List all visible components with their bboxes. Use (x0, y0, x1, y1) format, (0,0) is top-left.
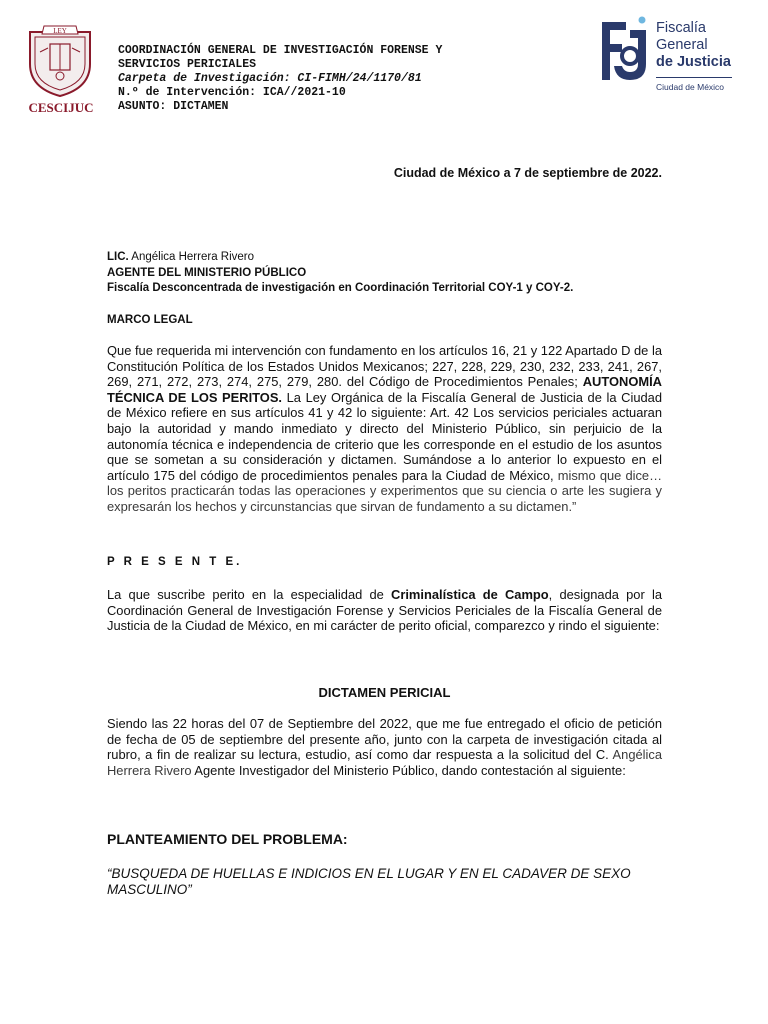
fgj-logo-text (656, 20, 756, 92)
presente-heading: P R E S E N T E. (107, 556, 243, 568)
logo-line-4: Ciudad de México (656, 82, 725, 92)
header-line-1: COORDINACIÓN GENERAL DE INVESTIGACIÓN FORENSE Y (118, 44, 443, 57)
marco-legal-heading: MARCO LEGAL (107, 314, 193, 326)
header-subject: ASUNTO: DICTAMEN (118, 100, 229, 113)
header-case-number: Carpeta de Investigación: CI-FIMH/24/1170/81 (118, 72, 422, 85)
document-header (118, 44, 518, 114)
problema-heading: PLANTEAMIENTO DEL PROBLEMA: (107, 831, 348, 847)
marco-legal-bold: AUTONOMÍA TÉCNICA DE LOS PERITOS. (107, 374, 662, 405)
marco-legal-text-a: Que fue requerida mi intervención con fundamento en los artículos 16, 21 y 122 Apartado D de la Constitución Política de los Estados Unidos Mexicanos; 227, 228, 229, 230, 232, 233, 241, 267, 269, 271, 272, 273, 274, 275, 279, 280. del Código de Procedimientos Penales; (107, 343, 662, 390)
header-intervention-number: N.º de Intervención: ICA//2021-10 (118, 86, 346, 99)
addressee-block (107, 250, 667, 297)
addressee-office: Fiscalía Desconcentrada de investigación en Coordinación Territorial COY-1 y COY-2. (107, 282, 574, 294)
dictamen-text-a: Siendo las 22 horas del 07 de Septiembre del 2022, que me fue entregado el oficio de petición de fecha de 05 de septiembre del presente año, junto con la carpeta de investigación citada al rubro, a fin de realizar su lectura, estudio, así como dar respuesta a la solicitud del C. (107, 716, 662, 763)
dictamen-name: Angélica Herrera Rivero (107, 747, 662, 778)
addressee-name: Angélica Herrera Rivero (131, 251, 255, 263)
document-date: Ciudad de México a 7 de septiembre de 2022. (393, 166, 662, 180)
marco-legal-text-c: mismo que dice…los peritos practicarán todas las operaciones y experimentos que su ciencia o arte les sugiera y expresarán los hechos y circunstancias que sirvan de fundamento a su dictamen.” (107, 467, 662, 514)
intro-text-a: La que suscribe perito en la especialidad de (107, 587, 384, 602)
seal-ley-text: LEY (53, 27, 67, 35)
marco-legal-paragraph (107, 343, 662, 515)
addressee-role: AGENTE DEL MINISTERIO PÚBLICO (107, 266, 307, 279)
dictamen-title: DICTAMEN PERICIAL (318, 685, 451, 700)
cescijuc-seal-icon (24, 22, 96, 98)
intro-specialty: Criminalística de Campo (391, 587, 549, 602)
logo-line-3: de Justicia (656, 54, 731, 70)
dictamen-text-b: Agente Investigador del Ministerio Público, dando contestación al siguiente: (194, 762, 626, 778)
seal-caption: CESCIJUC (28, 100, 94, 115)
dictamen-paragraph (107, 716, 662, 778)
logo-line-1: Fiscalía (656, 20, 706, 36)
logo-divider (656, 77, 732, 78)
fgj-logo-icon (596, 14, 652, 90)
header-line-2: SERVICIOS PERICIALES (118, 58, 257, 71)
marco-legal-text-b: La Ley Orgánica de la Fiscalía General de Justicia de la Ciudad de México refiere en sus artículos 41 y 42 lo siguiente: Art. 42 Los servicios periciales actuaran bajo la autoridad y mando inmediato y directo del Ministerio Público, sin perjuicio de la autonomía técnica e independencia de criterio que les corresponde en el estudio de los asuntos que se sometan a su consideración y dictamen. Sumándose a lo anterior lo expuesto en el artículo 175 del código de procedimientos penales para la Ciudad de México, (107, 389, 662, 483)
intro-paragraph (107, 587, 662, 634)
intro-text-b: , designada por la Coordinación General de Investigación Forense y Servicios Periciales de la Fiscalía General de Justicia de la Ciudad de México, en mi carácter de perito oficial, comparezco y rindo el siguiente: (107, 587, 662, 634)
problema-quote: “BUSQUEDA DE HUELLAS E INDICIOS EN EL LUGAR Y EN EL CADAVER DE SEXO MASCULINO” (107, 866, 631, 897)
logo-line-2: General (656, 37, 708, 53)
addressee-title: LIC. (107, 251, 129, 263)
